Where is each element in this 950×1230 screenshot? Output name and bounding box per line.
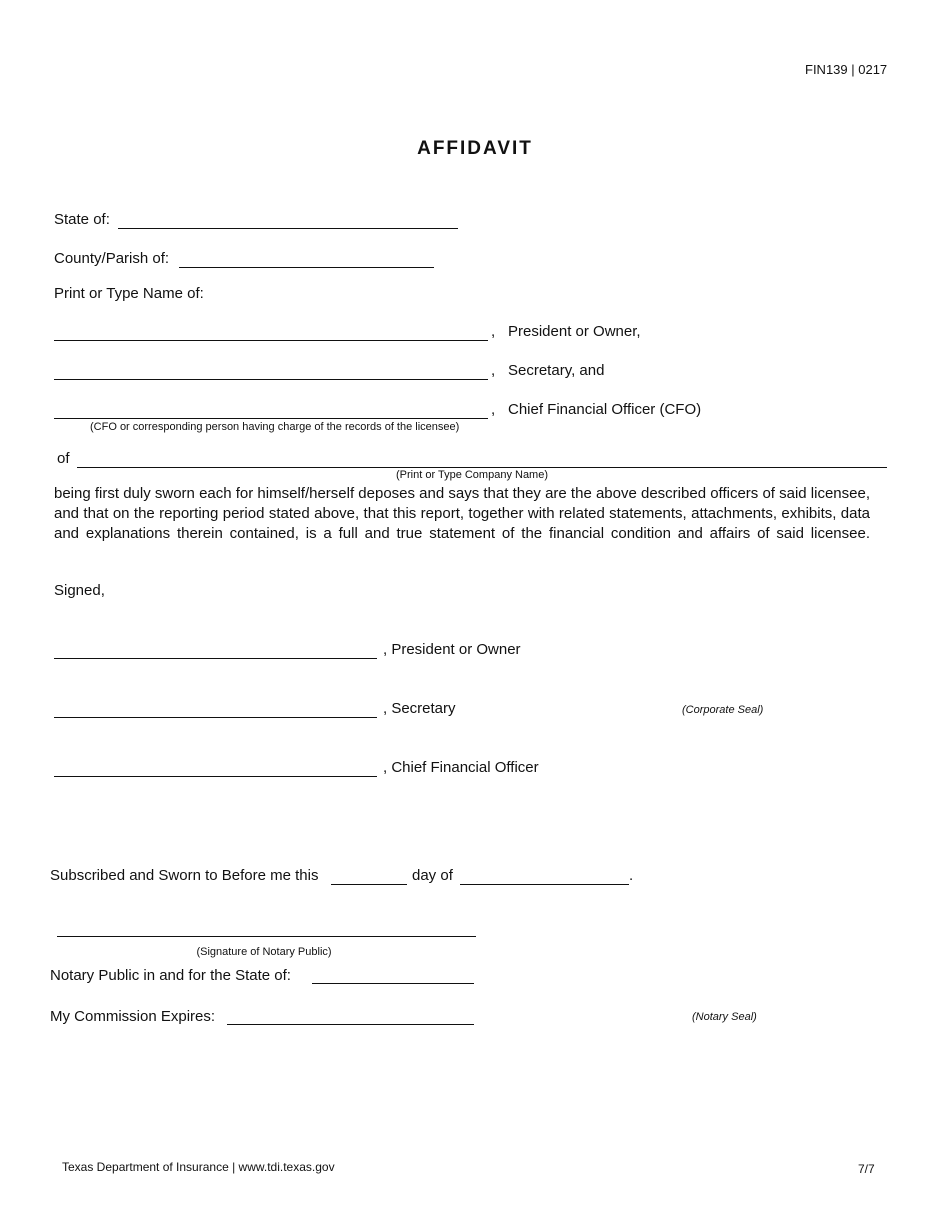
signed-label: Signed, [54, 582, 105, 599]
company-name-field[interactable] [77, 467, 887, 468]
state-label: State of: [54, 211, 110, 228]
affidavit-statement: being first duly sworn each for himself/herself deposes and says that they are the above described officers of said licensee, and that on the reporting period stated above, that this report, together with related statements, attachments, exhibits, data and explanations therein contained, is a full and true statement of the financial condition and affairs of said licensee. [54, 485, 871, 542]
president-signature-label: , President or Owner [383, 641, 521, 658]
cfo-role-label: Chief Financial Officer (CFO) [508, 401, 702, 418]
state-field[interactable] [118, 228, 458, 229]
comma: , [491, 401, 496, 418]
print-name-label: Print or Type Name of: [54, 285, 204, 302]
of-label: of [57, 450, 70, 467]
sworn-month-field[interactable] [460, 884, 629, 885]
notary-state-label: Notary Public in and for the State of: [50, 967, 291, 984]
sworn-end: . [629, 867, 634, 884]
commission-field[interactable] [227, 1024, 474, 1025]
cfo-name-field[interactable] [54, 418, 488, 419]
comma: , [491, 362, 496, 379]
secretary-name-field[interactable] [54, 379, 488, 380]
comma: , [491, 323, 496, 340]
secretary-signature-field[interactable] [54, 717, 377, 718]
cfo-signature-field[interactable] [54, 776, 377, 777]
county-label: County/Parish of: [54, 250, 170, 267]
form-code: FIN139 | 0217 [805, 62, 888, 77]
secretary-signature-label: , Secretary [383, 700, 456, 717]
corporate-seal: (Corporate Seal) [682, 704, 764, 716]
page-number: 7/7 [858, 1162, 875, 1176]
cfo-signature-label: , Chief Financial Officer [383, 759, 539, 776]
notary-signature-field[interactable] [57, 936, 476, 937]
page-title: AFFIDAVIT [417, 138, 533, 159]
company-note: (Print or Type Company Name) [395, 469, 549, 481]
sworn-day-field[interactable] [331, 884, 407, 885]
president-role-label: President or Owner, [508, 323, 641, 340]
notary-state-field[interactable] [312, 983, 474, 984]
notary-seal: (Notary Seal) [692, 1011, 757, 1023]
cfo-note: (CFO or corresponding person having charge of the records of the licensee) [90, 421, 460, 433]
secretary-role-label: Secretary, and [508, 362, 605, 379]
sworn-day-label: day of [412, 867, 453, 884]
president-name-field[interactable] [54, 340, 488, 341]
president-signature-field[interactable] [54, 658, 377, 659]
commission-label: My Commission Expires: [50, 1008, 216, 1025]
sworn-prefix: Subscribed and Sworn to Before me this [50, 867, 319, 884]
footer-department: Texas Department of Insurance | www.tdi.texas.gov [62, 1160, 335, 1174]
county-field[interactable] [179, 267, 434, 268]
notary-signature-note: (Signature of Notary Public) [196, 946, 332, 958]
